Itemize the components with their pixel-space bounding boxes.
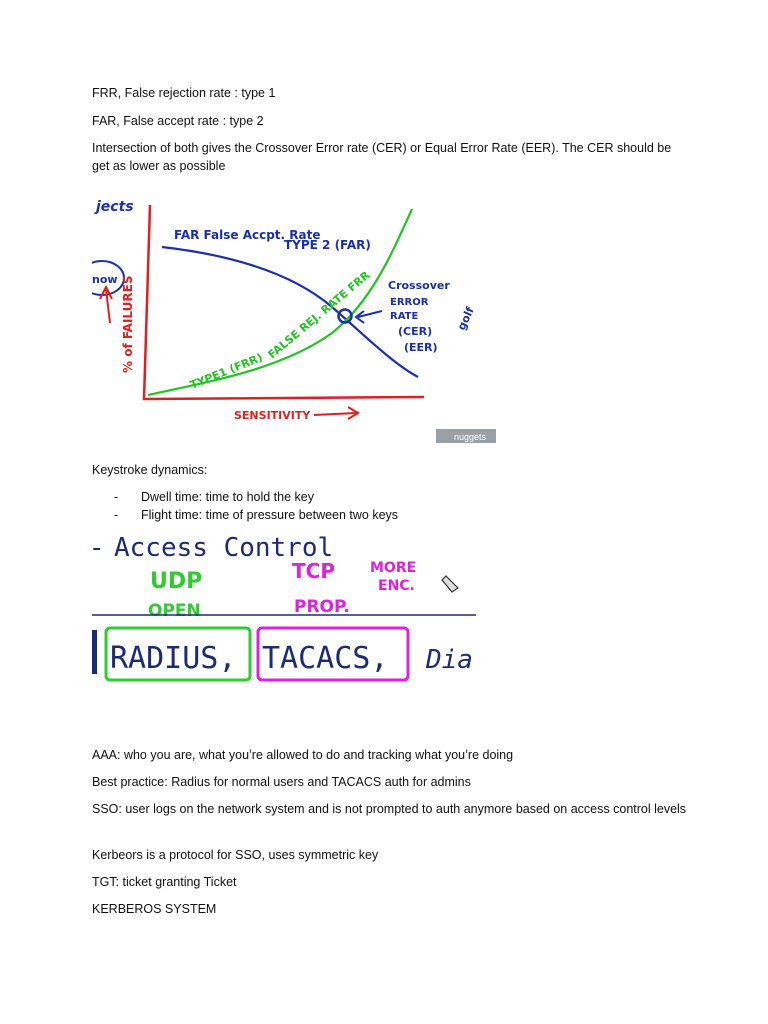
keystroke-bullet-list <box>92 488 398 524</box>
figure1-top-label: jects <box>96 199 134 215</box>
bullet-dash: - <box>114 490 119 504</box>
frr-line: FRR, False rejection rate : type 1 <box>92 86 276 100</box>
tcp-label: TCP <box>292 559 335 583</box>
figure1-x-label: SENSITIVITY <box>234 409 311 422</box>
golf-note: golf <box>454 305 477 333</box>
figure2-title: Access Control <box>114 533 334 563</box>
tgt-line: TGT: ticket granting Ticket <box>92 875 237 889</box>
radius-text: RADIUS, <box>110 641 237 676</box>
crossover-text-1: Crossover <box>388 279 450 292</box>
crossover-text-3: RATE <box>390 311 419 322</box>
more-label: MORE <box>370 560 417 576</box>
bullet-text: Flight time: time of pressure between two keys <box>141 508 399 522</box>
open-label: OPEN <box>148 601 201 621</box>
kerberos-system-heading: KERBEROS SYSTEM <box>92 902 217 916</box>
kerberos-line: Kerbeors is a protocol for SSO, uses symmetric key <box>92 848 379 862</box>
crossover-text-4: (CER) <box>398 325 433 338</box>
crossover-error-rate-figure <box>92 183 498 449</box>
watermark-text: nuggets <box>454 432 487 442</box>
frr-label-2: FALSE REJ. RATE FRR <box>265 268 373 362</box>
best-practice-line: Best practice: Radius for normal users and TACACS auth for admins <box>92 775 471 789</box>
dia-text: Dia <box>426 645 473 675</box>
enc-label: ENC. <box>378 578 415 594</box>
bullet-item <box>92 506 398 524</box>
far-label-2: TYPE 2 (FAR) <box>284 238 371 252</box>
prop-label: PROP. <box>294 597 350 617</box>
crossover-text-5: (EER) <box>404 341 438 354</box>
bullet-text: Dwell time: time to hold the key <box>141 490 314 504</box>
left-box-edge <box>92 630 97 674</box>
keystroke-heading: Keystroke dynamics: <box>92 463 208 477</box>
figure1-y-label: % of FAILURES <box>121 275 135 373</box>
crossover-text-2: ERROR <box>390 297 429 308</box>
aaa-line: AAA: who you are, what you’re allowed to do and tracking what you’re doing <box>92 748 514 762</box>
sso-paragraph: SSO: user logs on the network system and is not prompted to auth anymore based on access control levels <box>92 802 687 816</box>
far-label-1: FAR False Accpt. Rate <box>174 228 321 242</box>
bullet-item <box>92 488 398 506</box>
cer-paragraph: Intersection of both gives the Crossover Error rate (CER) or Equal Error Rate (EER). The CER should be get as lower as possible <box>92 141 672 173</box>
frr-label-1: TYPE1 (FRR) <box>188 350 265 392</box>
figure1-side-oval-text: now <box>92 273 118 286</box>
tacacs-text: TACACS, <box>262 641 389 676</box>
access-control-figure <box>92 530 478 706</box>
bullet-dash: - <box>114 508 119 522</box>
far-line: FAR, False accept rate : type 2 <box>92 114 264 128</box>
figure2-title-dash: - <box>92 533 102 563</box>
udp-label: UDP <box>150 569 203 594</box>
